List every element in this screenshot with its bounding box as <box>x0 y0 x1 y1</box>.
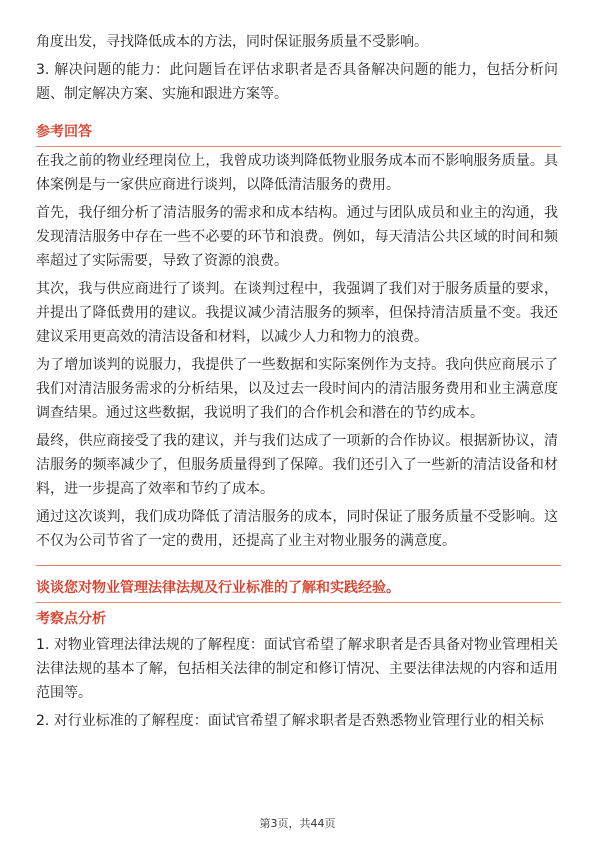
analysis-paragraph-2: 2. 对行业标准的了解程度：面试官希望了解求职者是否熟悉物业管理行业的相关标 <box>36 713 544 729</box>
analysis-heading: 考察点分析 <box>36 611 106 627</box>
answer-heading: 参考回答 <box>36 124 92 140</box>
question-divider <box>36 602 561 603</box>
answer-paragraph-5: 最终，供应商接受了我的建议，并与我们达成了一项新的合作协议。根据新协议，清洁服务的频率减少了，但服务质量得到了保障。我们还引入了一些新的清洁设备和材料，进一步提高了效率和节约了成本。 <box>36 433 558 497</box>
question-title: 谈谈您对物业管理法律法规及行业标准的了解和实践经验。 <box>36 580 400 596</box>
answer-paragraph-6: 通过这次谈判，我们成功降低了清洁服务的成本，同时保证了服务质量不受影响。这不仅为公司节省了一定的费用，还提高了业主对物业服务的满意度。 <box>36 509 558 549</box>
answer-paragraph-3: 其次，我与供应商进行了谈判。在谈判过程中，我强调了我们对于服务质量的要求，并提出了降低费用的建议。我提议减少清洁服务的频率，但保持清洁质量不变。我还建议采用更高效的清洁设备和材料，以减少人力和物力的浪费。 <box>36 281 558 345</box>
section-divider <box>36 565 561 566</box>
document-page <box>36 30 558 733</box>
analysis-paragraph-1: 1. 对物业管理法律法规的了解程度：面试官希望了解求职者是否具备对物业管理相关法律法规的基本了解，包括相关法律的制定和修订情况、主要法律法规的内容和适用范围等。 <box>36 637 558 701</box>
answer-paragraph-2: 首先，我仔细分析了清洁服务的需求和成本结构。通过与团队成员和业主的沟通，我发现清洁服务中存在一些不必要的环节和浪费。例如，每天清洁公共区域的时间和频率超过了实际需要，导致了资源的浪费。 <box>36 205 558 269</box>
intro-line-2: 3. 解决问题的能力：此问题旨在评估求职者是否具备解决问题的能力，包括分析问题、制定解决方案、实施和跟进方案等。 <box>36 62 558 102</box>
answer-paragraph-4: 为了增加谈判的说服力，我提供了一些数据和实际案例作为支持。我向供应商展示了我们对清洁服务需求的分析结果，以及过去一段时间内的清洁服务费用和业主满意度调查结果。通过这些数据，我说明了我们的合作机会和潜在的节约成本。 <box>36 357 558 421</box>
answer-heading-divider <box>36 146 561 147</box>
page-footer: 第3页，共44页 <box>259 817 336 830</box>
intro-line-1: 角度出发，寻找降低成本的方法，同时保证服务质量不受影响。 <box>36 34 428 50</box>
answer-paragraph-1: 在我之前的物业经理岗位上，我曾成功谈判降低物业服务成本而不影响服务质量。具体案例是与一家供应商进行谈判，以降低清洁服务的费用。 <box>36 153 558 193</box>
